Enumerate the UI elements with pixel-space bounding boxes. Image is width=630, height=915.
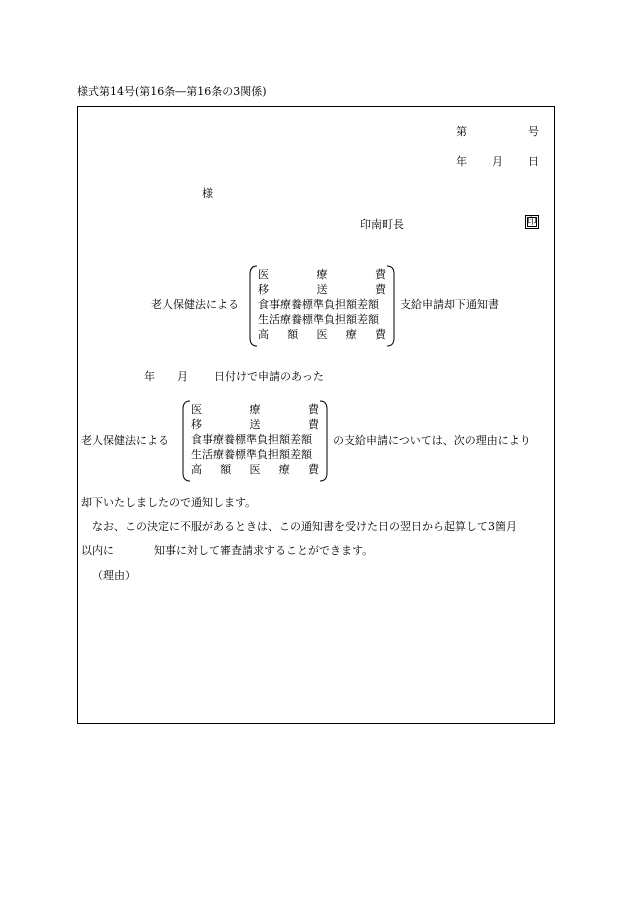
document-number-suffix: 号 xyxy=(528,125,539,138)
title-law-prefix: 老人保健法による xyxy=(151,298,239,311)
issuer-name: 印南町長 xyxy=(360,218,404,231)
expense-item-living: 生活療養標準負担額差額 xyxy=(258,313,379,326)
addressee-honorific: 様 xyxy=(202,187,213,200)
seal-stamp-label: 印 xyxy=(527,216,537,227)
expense-item-transport-c2: 送 xyxy=(316,283,328,296)
expense-item-high-cost-c3: 医 xyxy=(316,328,328,341)
expense-item-transport-c3: 費 xyxy=(375,283,386,296)
body-expense-item-high-cost-c2: 額 xyxy=(220,463,232,476)
body-expense-item-high-cost-c3: 医 xyxy=(249,463,261,476)
expense-item-high-cost-c4: 療 xyxy=(345,328,357,341)
body-law-prefix: 老人保健法による xyxy=(81,434,169,447)
title-expense-bracket xyxy=(248,265,396,347)
document-number-prefix: 第 xyxy=(456,125,467,138)
body-expense-item-transport xyxy=(191,419,319,433)
expense-item-medical xyxy=(258,269,386,283)
expense-item-medical-c3: 費 xyxy=(375,268,386,281)
application-month-label: 月 xyxy=(177,370,188,383)
expense-item-high-cost xyxy=(258,329,386,343)
body-expense-item-transport-c2: 送 xyxy=(249,418,261,431)
form-header: 様式第14号(第16条―第16条の3関係) xyxy=(77,85,267,98)
body-expense-item-high-cost-c5: 費 xyxy=(308,463,319,476)
expense-item-transport xyxy=(258,284,386,298)
body-rejection-line: 却下いたしましたので通知します。 xyxy=(81,496,257,509)
seal-stamp xyxy=(525,215,539,229)
body-suffix: の支給申請については、次の理由により xyxy=(333,434,531,447)
issue-date-day-label: 日 xyxy=(528,155,539,168)
issue-date-month-label: 月 xyxy=(492,155,503,168)
reason-label: （理由） xyxy=(92,569,136,582)
body-expense-item-medical-c2: 療 xyxy=(249,403,261,416)
expense-item-meal: 食事療養標準負担額差額 xyxy=(258,298,379,311)
issue-date-year-label: 年 xyxy=(456,155,467,168)
body-expense-item-high-cost-c1: 高 xyxy=(191,463,202,476)
appeal-note-line2-end: 知事に対して審査請求することができます。 xyxy=(154,544,374,557)
body-expense-item-transport-c3: 費 xyxy=(308,418,319,431)
body-expense-bracket xyxy=(181,400,329,482)
body-expense-item-meal: 食事療養標準負担額差額 xyxy=(191,433,312,446)
body-expense-item-medical-c3: 費 xyxy=(308,403,319,416)
expense-item-transport-c1: 移 xyxy=(258,283,269,296)
body-expense-item-living: 生活療養標準負担額差額 xyxy=(191,448,312,461)
body-expense-item-transport-c1: 移 xyxy=(191,418,202,431)
expense-item-high-cost-c2: 額 xyxy=(287,328,299,341)
document-title: 支給申請却下通知書 xyxy=(400,298,499,311)
application-date-text: 日付けで申請のあった xyxy=(214,370,324,383)
body-expense-item-high-cost-c4: 療 xyxy=(278,463,290,476)
expense-item-medical-c2: 療 xyxy=(316,268,328,281)
expense-item-high-cost-c5: 費 xyxy=(375,328,386,341)
body-expense-item-medical xyxy=(191,404,319,418)
body-expense-item-medical-c1: 医 xyxy=(191,403,202,416)
expense-item-medical-c1: 医 xyxy=(258,268,269,281)
expense-item-high-cost-c1: 高 xyxy=(258,328,269,341)
appeal-note-line1: なお、この決定に不服があるときは、この通知書を受けた日の翌日から起算して3箇月 xyxy=(92,520,517,533)
body-expense-item-high-cost xyxy=(191,464,319,478)
application-year-label: 年 xyxy=(144,370,155,383)
appeal-note-line2-start: 以内に xyxy=(81,544,114,557)
